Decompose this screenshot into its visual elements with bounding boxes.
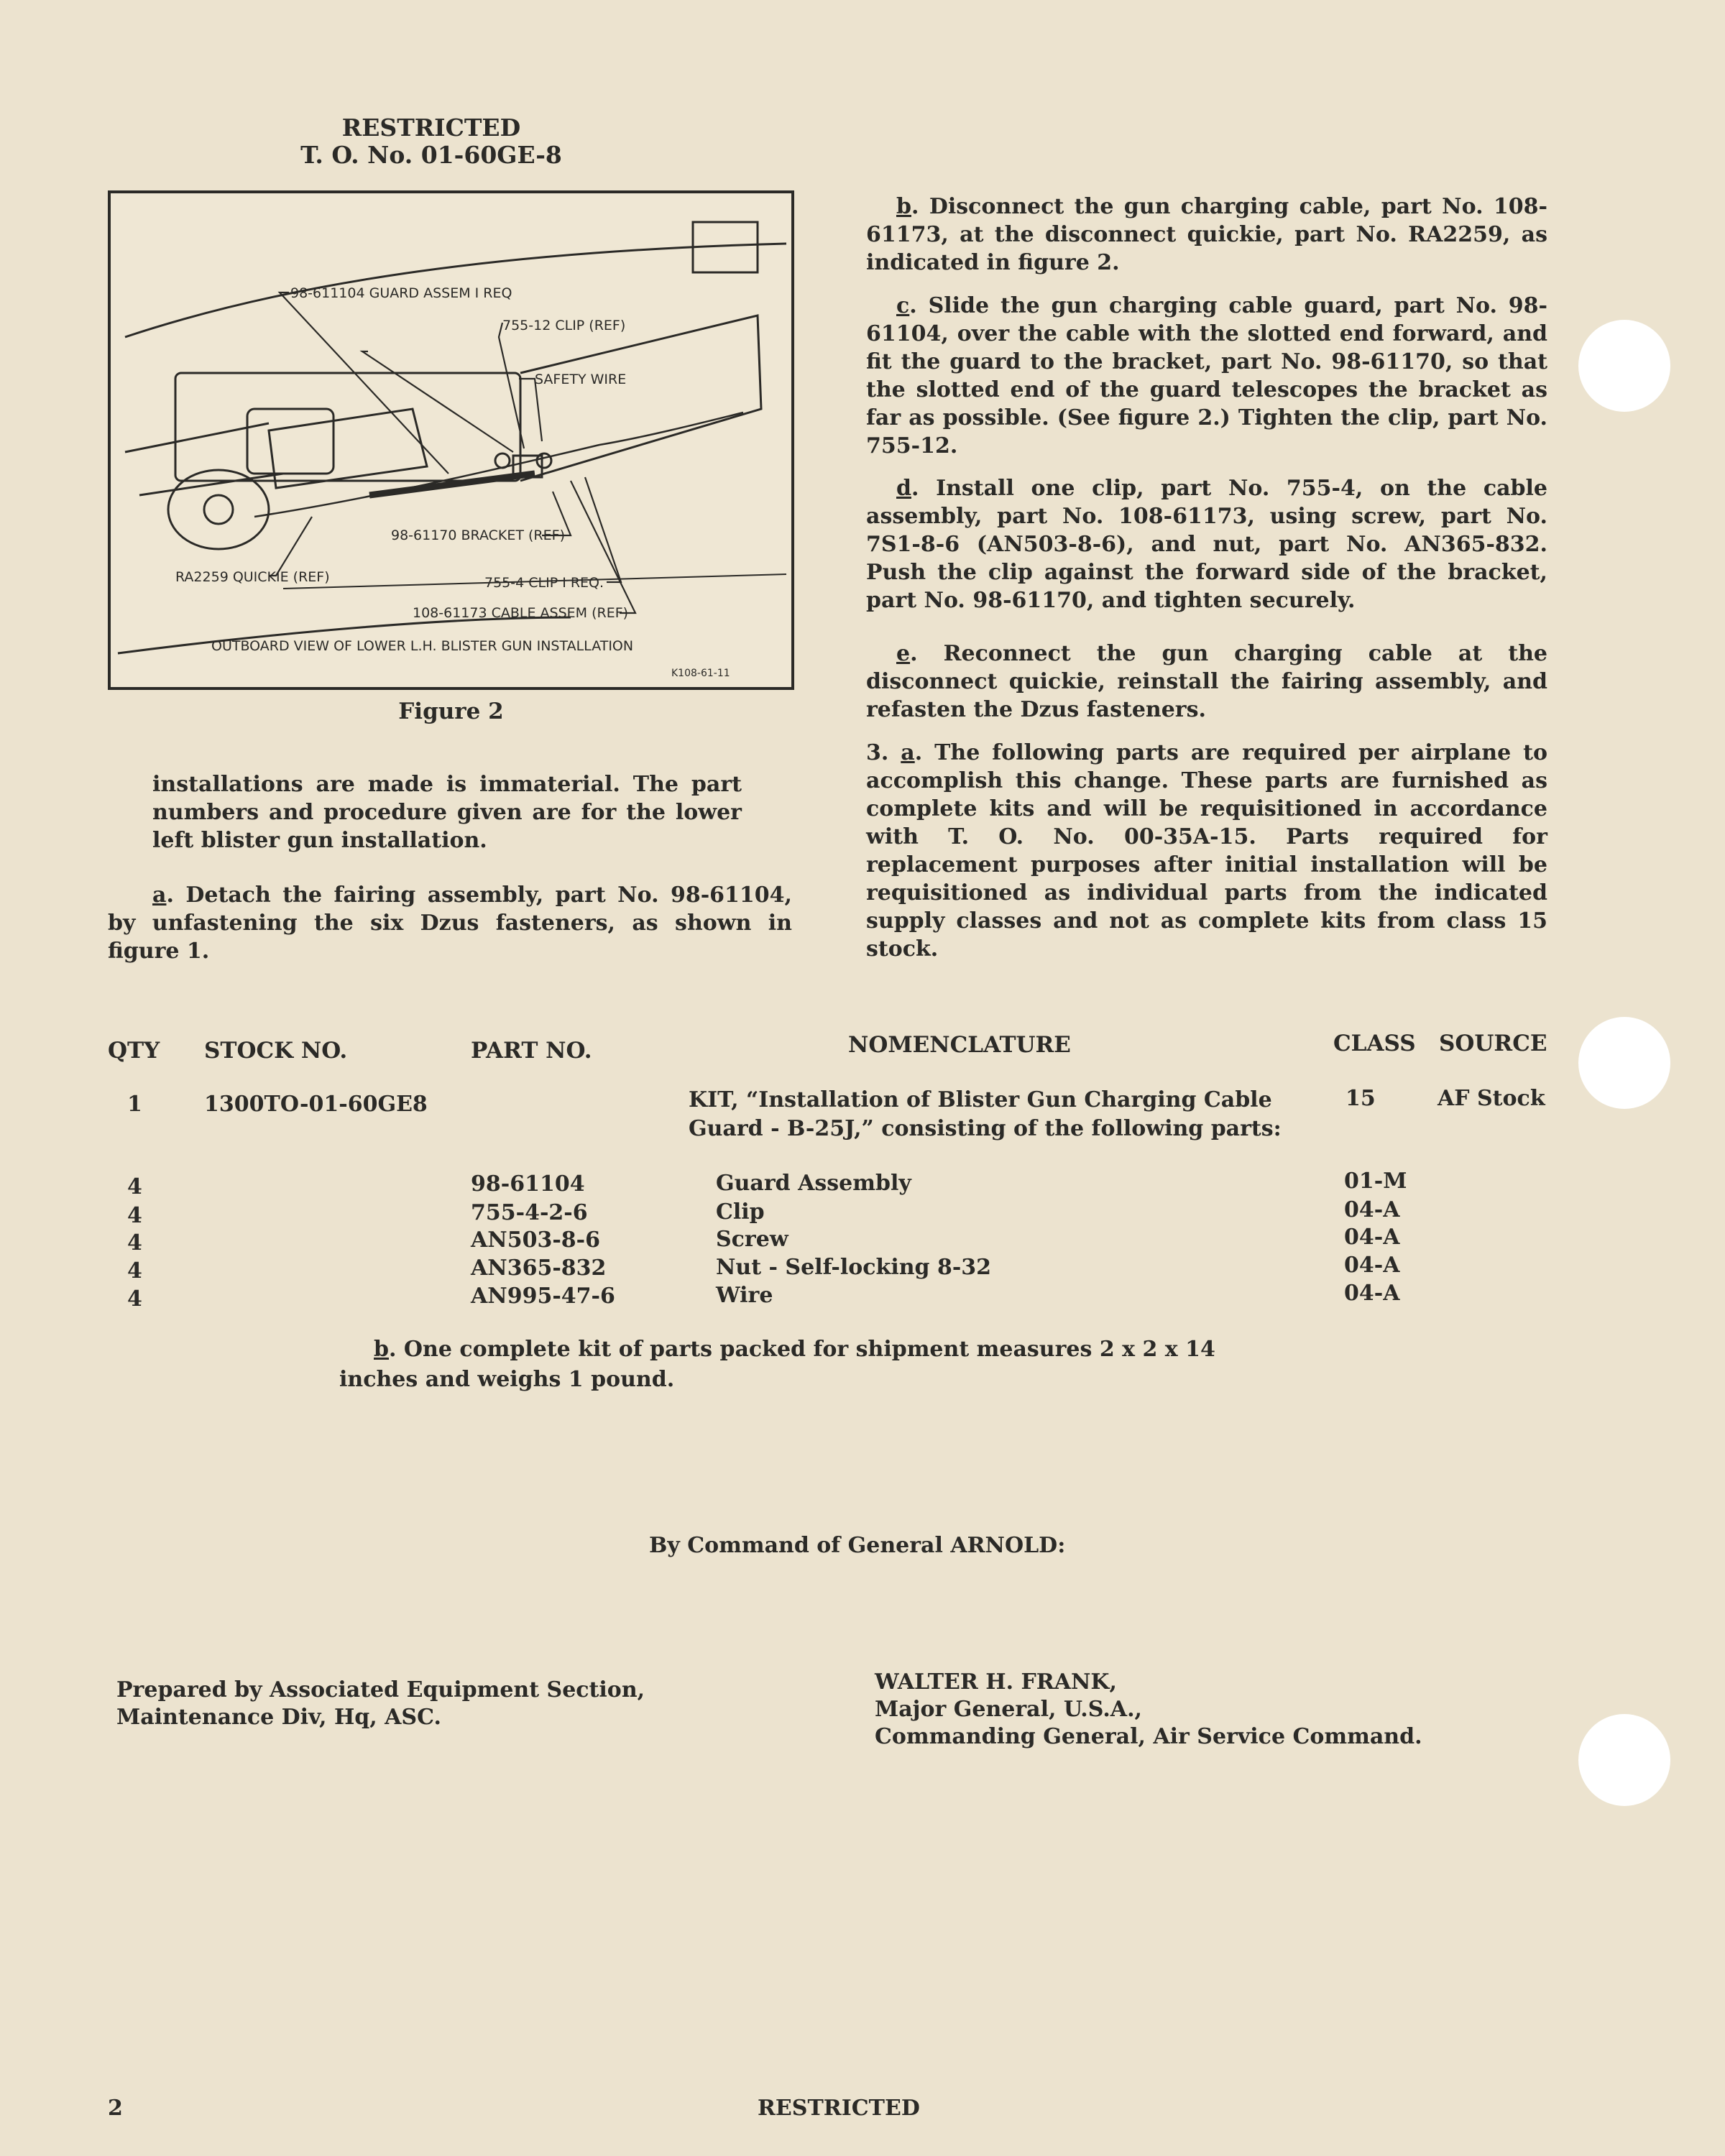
part-qty: 4 <box>127 1203 142 1228</box>
figure-drawing-number: K108-61-11 <box>671 668 730 679</box>
callout-clip-ref: 755-12 CLIP (REF) <box>502 318 626 333</box>
step-a-paragraph: a. Detach the fairing assembly, part No. 98-61104, by unfastening the six Dzus fasteners, as shown in figure 1. <box>108 883 792 964</box>
footer-classification: RESTRICTED <box>758 2096 920 2121</box>
col-header-stock: STOCK NO. <box>204 1038 348 1064</box>
header-to-number: T. O. No. 01-60GE-8 <box>300 141 562 169</box>
col-header-source: SOURCE <box>1439 1031 1547 1056</box>
col-header-part: PART NO. <box>471 1038 592 1064</box>
step-3b-line-1: b. One complete kit of parts packed for shipment measures 2 x 2 x 14 <box>374 1337 1215 1362</box>
step-d-paragraph: d. Install one clip, part No. 755-4, on the cable assembly, part No. 108-61173, using screw, part No. 7S1-8-6 (AN503-8-6), and nut, part No. AN365-832. Push the clip against the forward side of the bracket, part No. 98-61170, and tighten securely. <box>866 476 1547 613</box>
part-class: 04-A <box>1344 1253 1400 1278</box>
step-3b-line-2: inches and weighs 1 pound. <box>339 1367 675 1392</box>
part-nomenclature: Guard Assembly <box>716 1171 911 1196</box>
step-e-paragraph: e. Reconnect the gun charging cable at the disconnect quickie, reinstall the fairing assembly, and refasten the Dzus fasteners. <box>866 641 1547 722</box>
callout-bracket: 98-61170 BRACKET (REF) <box>391 528 565 543</box>
part-nomenclature: Nut - Self-locking 8-32 <box>716 1255 992 1280</box>
figure-caption: Figure 2 <box>398 699 504 724</box>
command-line: By Command of General ARNOLD: <box>649 1533 1066 1558</box>
intro-paragraph: installations are made is immaterial. The part numbers and procedure given are for the lower left blister gun installation. <box>152 772 742 853</box>
prepared-by-line-1: Prepared by Associated Equipment Section, <box>116 1677 645 1703</box>
kit-source: AF Stock <box>1438 1086 1545 1111</box>
col-header-nomenclature: NOMENCLATURE <box>848 1032 1071 1058</box>
header-classification: RESTRICTED <box>341 114 521 142</box>
clip-755-4 <box>537 453 551 468</box>
step-3a-paragraph: 3. a. The following parts are required per airplane to accomplish this change. These parts are furnished as complete kits and will be requisitioned in accordance with T. O. No. 00-35A-15. Parts required for replacement purposes after initial installation will be requisitioned as individual parts from the indicated supply classes and not as complete kits from class 15 stock. <box>866 740 1547 962</box>
binder-hole-top <box>1578 320 1670 412</box>
gear-mechanism <box>247 409 334 474</box>
part-nomenclature: Clip <box>716 1199 765 1225</box>
callout-clip-req: 755-4 CLIP I REQ. <box>484 575 604 591</box>
kit-nomenclature-line-2: Guard - B-25J,” consisting of the following parts: <box>689 1116 1282 1141</box>
blister-housing <box>175 373 520 481</box>
part-nomenclature: Screw <box>716 1227 788 1252</box>
part-number: AN365-832 <box>471 1256 607 1281</box>
part-class: 04-A <box>1344 1281 1400 1306</box>
prepared-by-line-2: Maintenance Div, Hq, ASC. <box>116 1705 441 1730</box>
signatory-title: Commanding General, Air Service Command. <box>875 1724 1422 1749</box>
kit-nomenclature-line-1: KIT, “Installation of Blister Gun Charging Cable <box>689 1087 1272 1112</box>
part-number: 755-4-2-6 <box>471 1200 588 1225</box>
callout-guard-assembly: 98-611104 GUARD ASSEM I REQ <box>290 285 512 301</box>
signatory-rank: Major General, U.S.A., <box>875 1697 1142 1722</box>
part-class: 01-M <box>1344 1169 1407 1194</box>
part-class: 04-A <box>1344 1197 1400 1222</box>
col-header-class: CLASS <box>1333 1031 1416 1056</box>
kit-stock-number: 1300TO-01-60GE8 <box>204 1092 428 1117</box>
clip-755-12 <box>495 453 510 468</box>
part-class: 04-A <box>1344 1225 1400 1250</box>
charging-cable <box>254 413 743 517</box>
step-c-paragraph: c. Slide the gun charging cable guard, part No. 98-61104, over the cable with the slotted end forward, and fit the guard to the bracket, part No. 98-61170, so that the slotted end of the guard telescopes the bracket as far as possible. (See figure 2.) Tighten the clip, part No. 755-12. <box>866 293 1547 459</box>
col-header-qty: QTY <box>108 1038 160 1064</box>
kit-qty: 1 <box>127 1092 142 1117</box>
part-nomenclature: Wire <box>716 1283 773 1308</box>
step-b-paragraph: b. Disconnect the gun charging cable, part No. 108-61173, at the disconnect quickie, part No. RA2259, as indicated in figure 2. <box>866 194 1547 275</box>
part-qty: 4 <box>127 1230 142 1256</box>
callout-quickie: RA2259 QUICKIE (REF) <box>175 569 330 585</box>
part-qty: 4 <box>127 1258 142 1284</box>
callout-safety-wire: SAFETY WIRE <box>535 372 627 387</box>
part-qty: 4 <box>127 1286 142 1312</box>
part-number: AN503-8-6 <box>471 1227 600 1253</box>
signatory-name: WALTER H. FRANK, <box>875 1669 1117 1695</box>
binder-hole-bottom <box>1578 1714 1670 1806</box>
kit-class: 15 <box>1346 1086 1376 1111</box>
page-number: 2 <box>108 2096 123 2121</box>
binder-hole-middle <box>1578 1017 1670 1109</box>
figure-2 <box>108 190 794 690</box>
callout-cable-assembly: 108-61173 CABLE ASSEM (REF) <box>413 605 629 621</box>
part-number: 98-61104 <box>471 1171 585 1197</box>
figure-view-title: OUTBOARD VIEW OF LOWER L.H. BLISTER GUN INSTALLATION <box>211 638 634 654</box>
part-number: AN995-47-6 <box>471 1284 615 1309</box>
figure-2-illustration <box>111 193 791 687</box>
part-qty: 4 <box>127 1174 142 1199</box>
